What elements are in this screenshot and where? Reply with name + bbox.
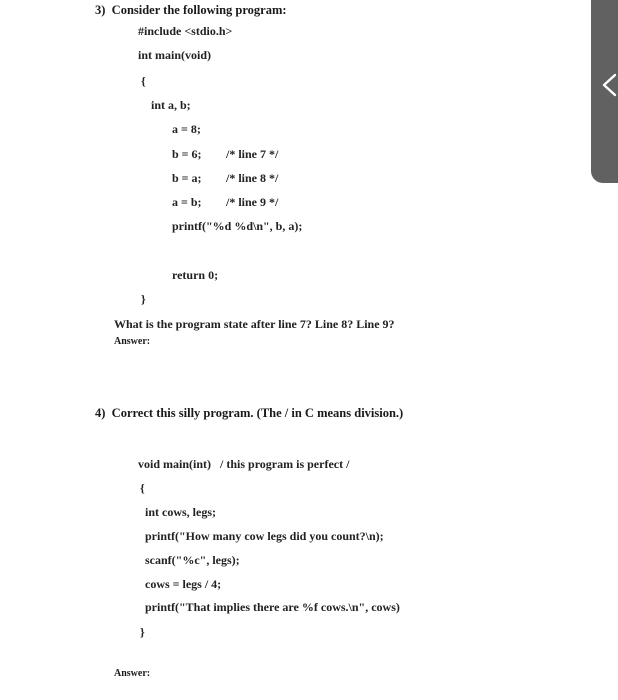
code-comment: /* line 7 */ (226, 147, 279, 161)
answer-label: Answer: (114, 336, 151, 347)
code-line: #include <stdio.h> (138, 24, 233, 38)
code-line: a = b; (172, 195, 202, 209)
question-4-title: 4) Correct this silly program. (The / in C means division.) (95, 406, 404, 420)
answer-label: Answer: (114, 668, 151, 679)
chevron-left-icon (599, 73, 618, 97)
code-line: printf("That implies there are %f cows.\n", cows) (145, 600, 400, 614)
code-comment: /* line 8 */ (226, 171, 279, 185)
code-line: { (141, 74, 146, 88)
code-line: } (141, 292, 146, 306)
code-line: int main(void) (138, 48, 212, 62)
code-line: void main(int) / this program is perfect / (138, 457, 350, 471)
code-line: } (140, 625, 145, 639)
question-3-text: What is the program state after line 7? Line 8? Line 9? (114, 317, 395, 331)
code-comment: /* line 9 */ (226, 195, 279, 209)
code-line: int cows, legs; (145, 505, 216, 519)
side-panel-toggle[interactable] (591, 0, 618, 183)
question-3-title: 3) Consider the following program: (95, 3, 287, 17)
code-line: a = 8; (172, 122, 201, 136)
code-line: b = a; (172, 171, 202, 185)
code-line: printf("%d %d\n", b, a); (172, 219, 303, 233)
code-line: scanf("%c", legs); (145, 553, 240, 567)
code-line: return 0; (172, 268, 219, 282)
code-line: b = 6; (172, 147, 202, 161)
code-line: int a, b; (151, 98, 191, 112)
code-line: printf("How many cow legs did you count?\n); (145, 529, 384, 543)
code-line: cows = legs / 4; (145, 577, 222, 591)
code-line: { (140, 481, 145, 495)
